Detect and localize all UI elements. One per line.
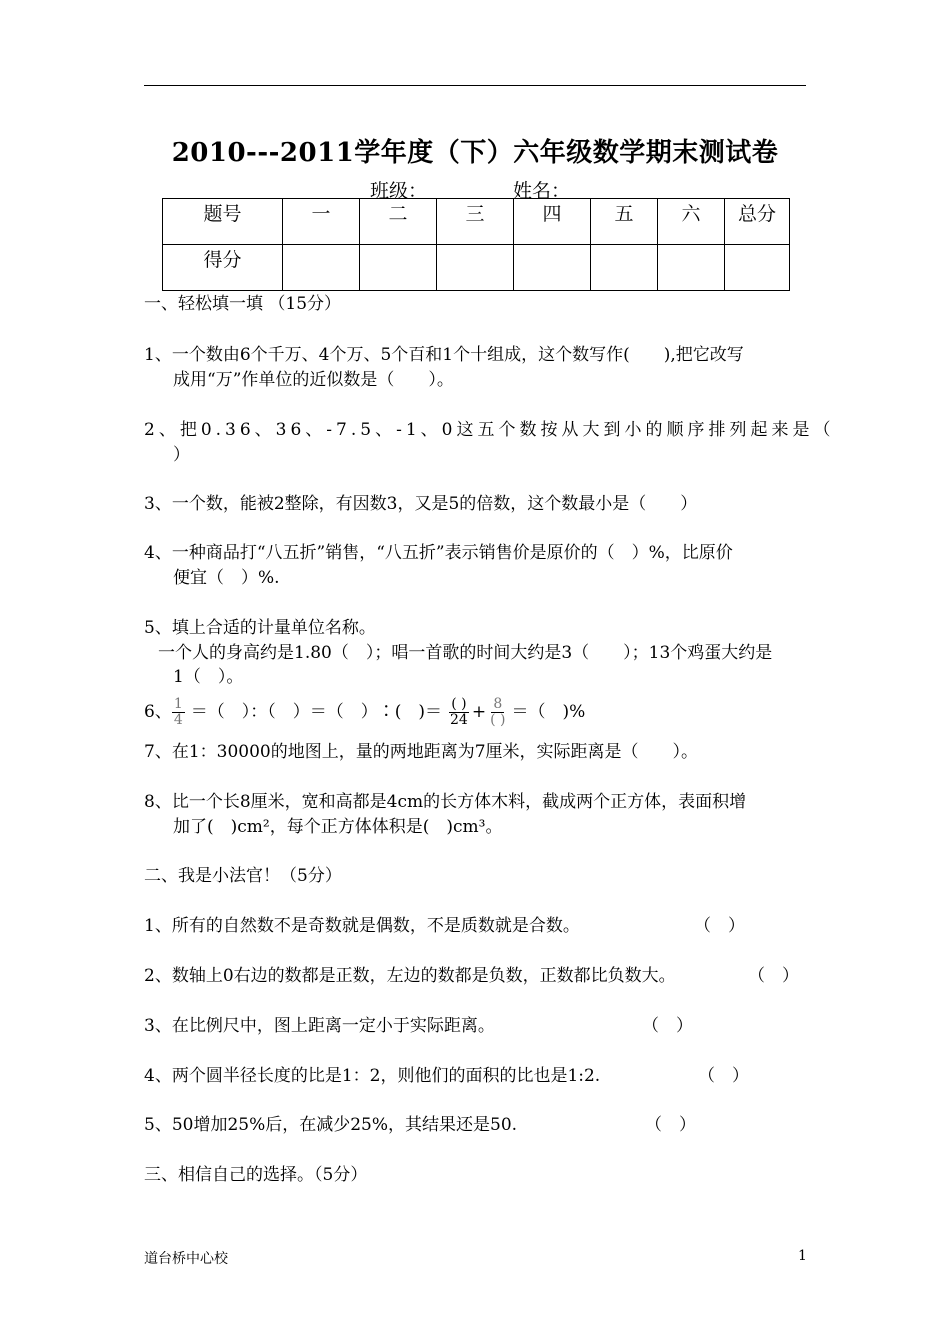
judgement-item-5: 5、50增加25%后，在减少25%，其结果还是50. [144, 1115, 518, 1135]
table-header-cell: 总分 [725, 199, 790, 245]
question-3: 3、一个数，能被2整除，有因数3，又是5的倍数，这个数最小是（ ） [144, 494, 698, 514]
table-header-cell: 三 [437, 199, 514, 245]
judgement-paren-2: （ ） [748, 966, 799, 986]
fraction-one-quarter [172, 697, 185, 728]
section1-heading: 一、轻松填一填 （15分） [144, 294, 342, 314]
question-8-line-2: 加了( )cm²，每个正方体体积是( )cm³。 [173, 817, 503, 837]
score-cell [437, 245, 514, 291]
question-6-ratio-chain: ＝（ ）：（ ）＝（ ）∶( )＝ [190, 702, 443, 722]
question-4-line-2: 便宜（ ）%. [173, 568, 280, 588]
fraction-numerator: 1 [173, 695, 183, 712]
score-table-score-row [163, 245, 790, 291]
judgement-paren-1: （ ） [694, 916, 745, 936]
score-cell [591, 245, 658, 291]
question-5-line-2: 一个人的身高约是1.80（ ）；唱一首歌的时间大约是3（ ）；13个鸡蛋大约是 [158, 643, 773, 663]
plus-sign: + [471, 702, 487, 722]
score-table-header-row [163, 199, 790, 245]
table-header-cell: 二 [360, 199, 437, 245]
question-4-line-1: 4、一种商品打“八五折”销售，“八五折”表示销售价是原价的（ ）%，比原价 [144, 543, 733, 563]
question-6 [144, 690, 808, 734]
table-header-cell: 四 [514, 199, 591, 245]
footer-school: 道台桥中心校 [144, 1251, 228, 1267]
judgement-paren-3: （ ） [642, 1016, 693, 1036]
question-7: 7、在1：30000的地图上，量的两地距离为7厘米，实际距离是（ ）。 [144, 742, 699, 762]
question-1-line-2: 成用“万”作单位的近似数是（ ）。 [173, 370, 454, 390]
table-header-cell: 题号 [163, 199, 283, 245]
judgement-paren-5: （ ） [645, 1115, 696, 1135]
exam-title: 2010---2011学年度（下）六年级数学期末测试卷 [171, 138, 779, 168]
score-cell [725, 245, 790, 291]
table-header-cell: 六 [658, 199, 725, 245]
table-row-label: 得分 [163, 245, 283, 291]
judgement-paren-4: （ ） [698, 1066, 749, 1086]
question-5-line-1: 5、填上合适的计量单位名称。 [144, 618, 376, 638]
score-table [162, 198, 790, 291]
table-header-cell: 五 [591, 199, 658, 245]
fraction-denominator: 24 [450, 711, 468, 728]
fraction-denominator: ( ) [490, 711, 506, 728]
question-8-line-1: 8、比一个长8厘米，宽和高都是4cm的长方体木料，截成两个正方体，表面积增 [144, 792, 747, 812]
section2-heading: 二、我是小法官！（5分） [144, 866, 342, 886]
fraction-8-over-blank [488, 697, 507, 728]
question-6-percent: ＝（ )% [511, 702, 586, 722]
score-cell [283, 245, 360, 291]
score-cell [658, 245, 725, 291]
question-2-line-1: 2、把0.36、36、-7.5、-1、0这五个数按从大到小的顺序排列起来是（ [144, 420, 835, 440]
class-label: 班级： [370, 180, 428, 202]
footer-page-number: 1 [798, 1248, 807, 1264]
question-2-line-2: ） [173, 445, 190, 465]
question-5-line-3: 1（ ）。 [173, 667, 244, 687]
judgement-item-2: 2、数轴上0右边的数都是正数，左边的数都是负数，正数都比负数大。 [144, 966, 676, 986]
header-rule [144, 85, 806, 86]
section3-heading: 三、相信自己的选择。（5分） [144, 1165, 368, 1185]
question-6-prefix: 6、 [144, 702, 172, 722]
judgement-item-3: 3、在比例尺中，图上距离一定小于实际距离。 [144, 1016, 495, 1036]
fraction-denominator: 4 [173, 711, 183, 728]
judgement-item-4: 4、两个圆半径长度的比是1：2，则他们的面积的比也是1:2. [144, 1066, 601, 1086]
score-cell [514, 245, 591, 291]
name-label: 姓名： [513, 180, 571, 202]
judgement-item-1: 1、所有的自然数不是奇数就是偶数，不是质数就是合数。 [144, 916, 580, 936]
question-1-line-1: 1、一个数由6个千万、4个万、5个百和1个十组成，这个数写作( ),把它改写 [144, 345, 744, 365]
score-cell [360, 245, 437, 291]
fraction-blank-over-24 [448, 697, 470, 728]
fraction-numerator: ( ) [451, 695, 467, 712]
table-header-cell: 一 [283, 199, 360, 245]
fraction-numerator: 8 [493, 695, 503, 712]
